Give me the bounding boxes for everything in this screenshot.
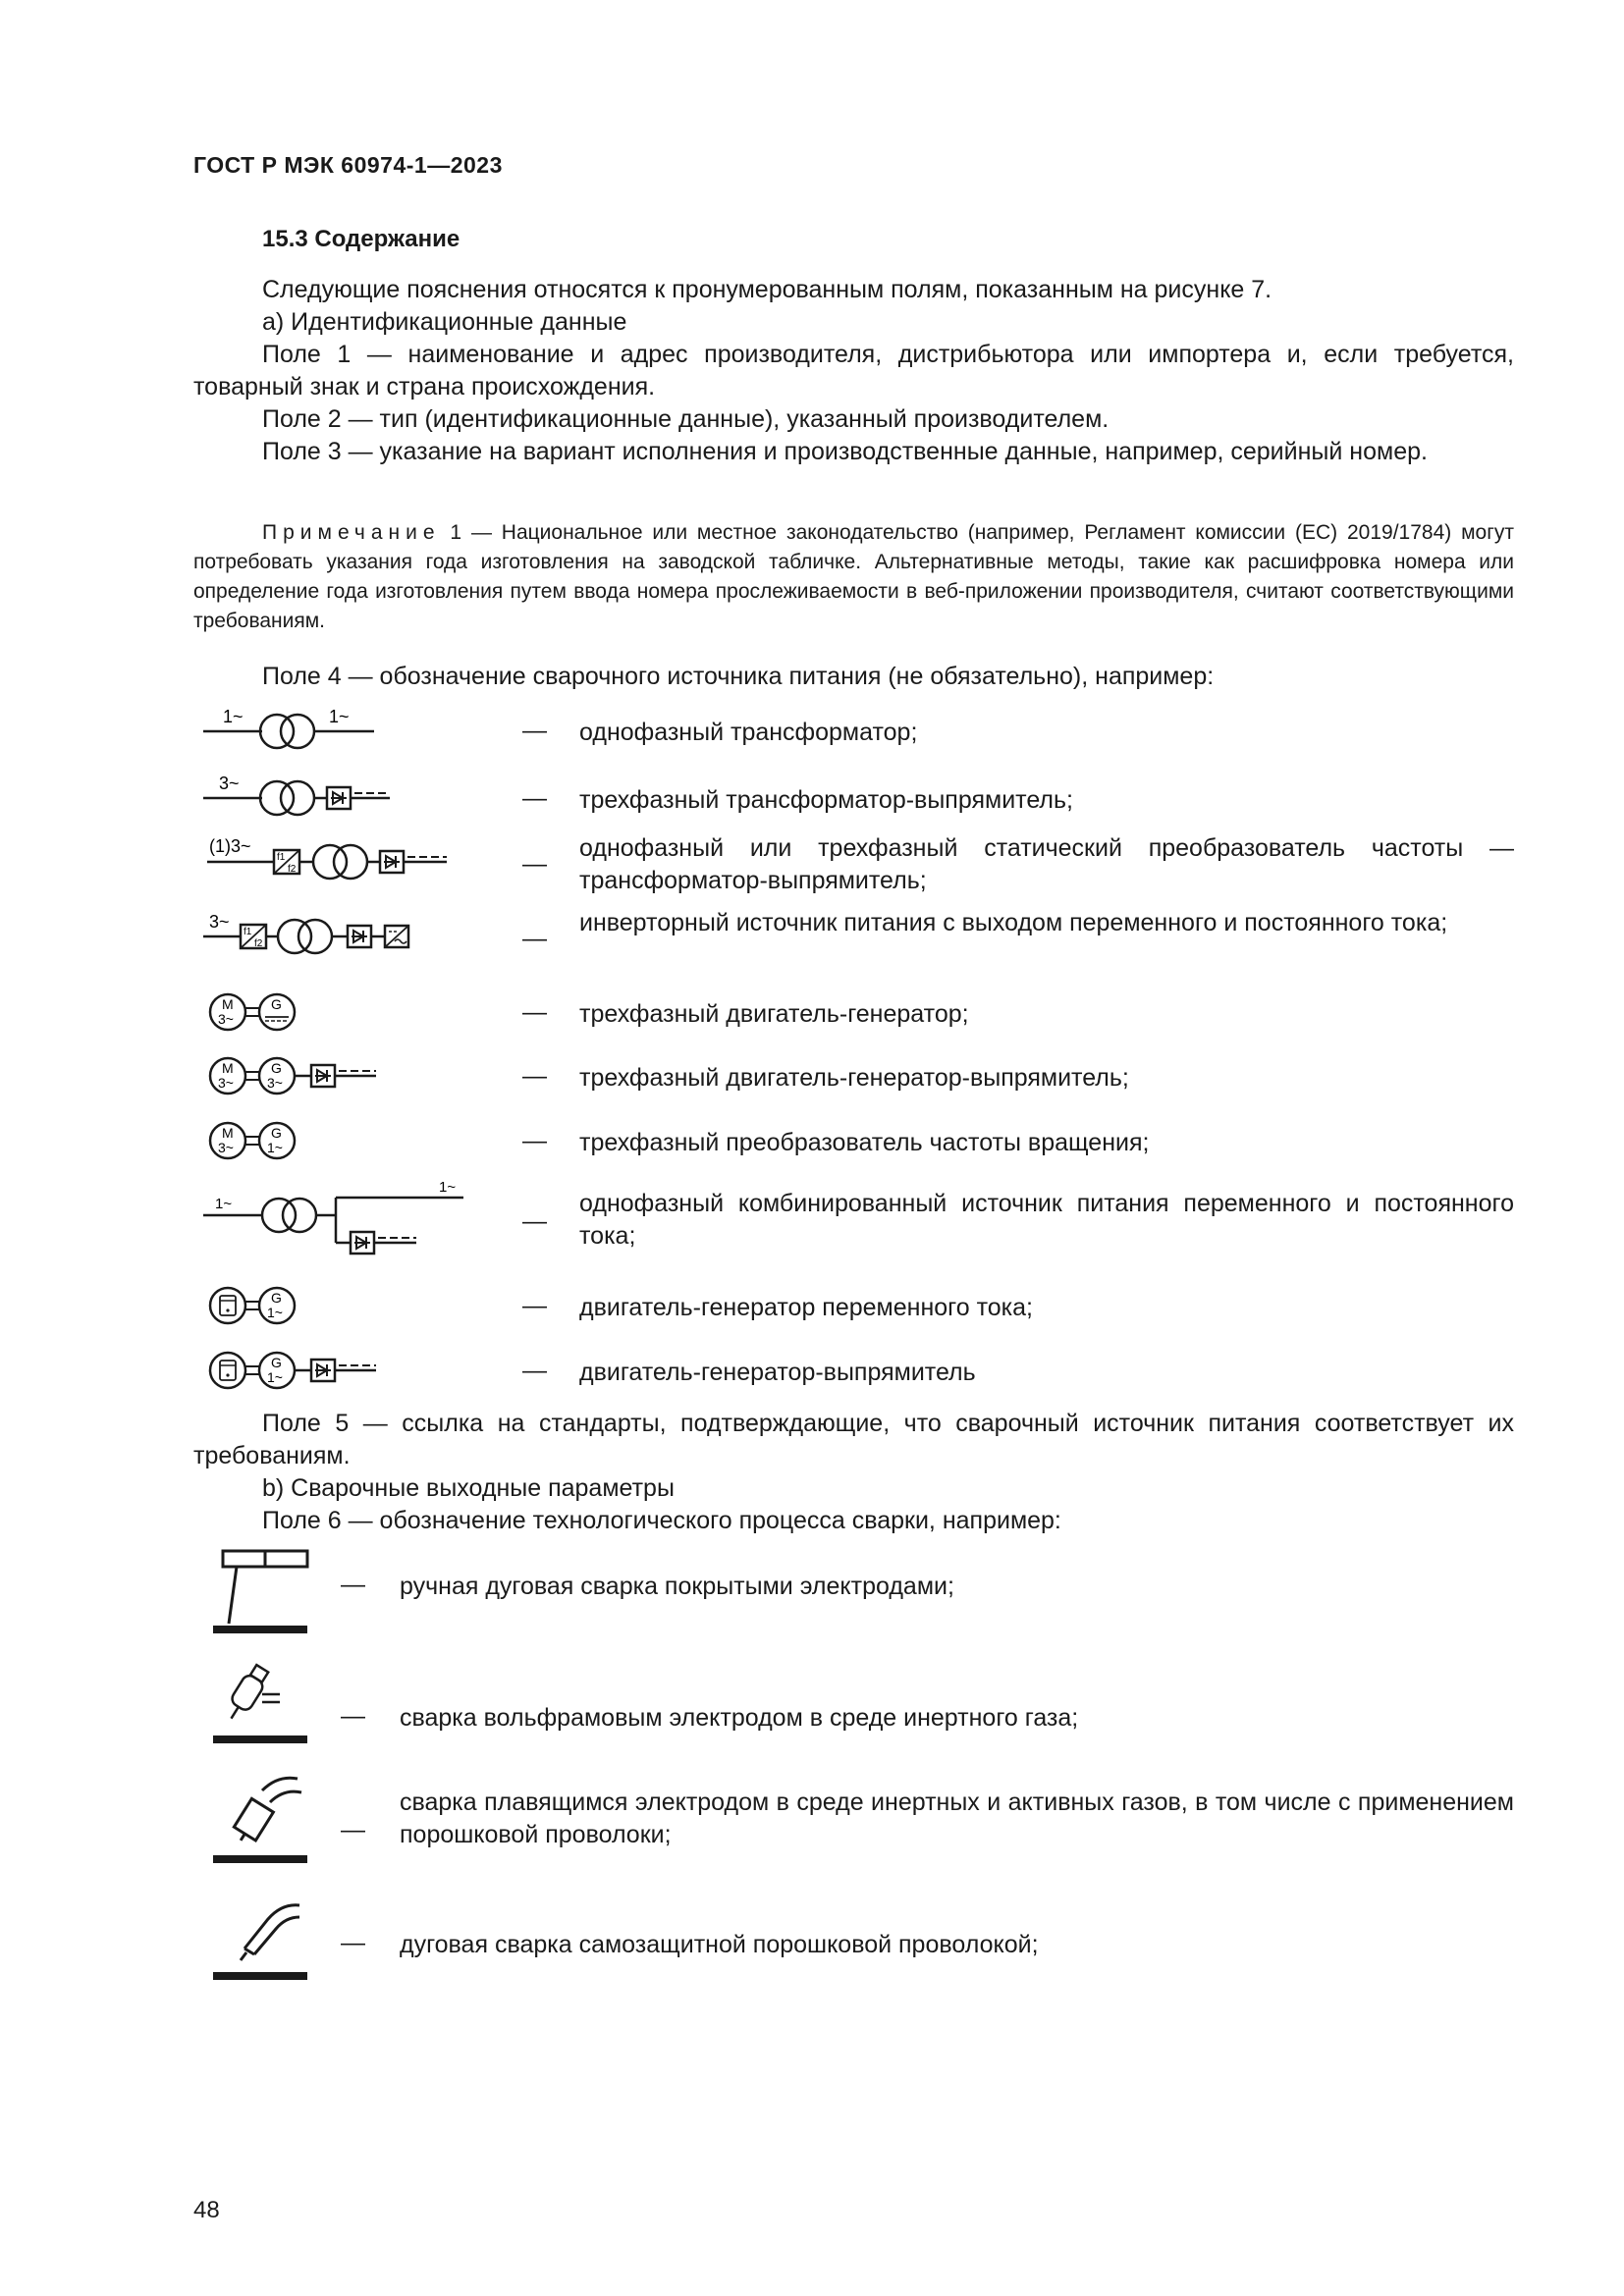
dash: — [522, 784, 547, 812]
symbol-description: трехфазный преобразователь частоты вращения; [579, 1129, 1150, 1156]
dash: — [341, 1816, 365, 1843]
symbol-label: 3~ [218, 1011, 234, 1027]
symbol-label: 3~ [218, 1075, 234, 1091]
tig-welding-icon [203, 1657, 321, 1755]
symbol-label: f2 [254, 938, 263, 949]
paragraph: Поле 3 — указание на вариант исполнения и производственные данные, например, серийный номер. [262, 438, 1428, 465]
paragraph: Следующие пояснения относятся к пронумерованным полям, показанным на рисунке 7. [262, 276, 1272, 303]
three-phase-transformer-rectifier-symbol [193, 769, 508, 828]
symbol-label: G [271, 1355, 282, 1370]
symbol-label: G [271, 1125, 282, 1141]
paragraph: Поле 5 — ссылка на стандарты, подтверждающие, что сварочный источник питания соответствует их требованиям. [193, 1410, 1514, 1469]
mig-mag-welding-icon [203, 1767, 321, 1875]
dash: — [522, 1292, 547, 1319]
note-text: 1 — Национальное или местное законодательство (например, Регламент комиссии (ЕС) 2019/1784) могут потребовать указания года изготовления на заводской табличке. Альтернативные методы, такие как расшифровка номера или определение года изготовления путем ввода номера прослеживаемости в веб-приложении производителя, считают соответствующими требованиям. [193, 521, 1514, 632]
process-description: сварка вольфрамовым электродом в среде инертного газа; [400, 1704, 1079, 1732]
intro-block [193, 274, 1514, 468]
symbol-row [193, 983, 1514, 1041]
inverter-power-source-symbol [193, 907, 508, 966]
dash: — [522, 1062, 547, 1090]
symbol-label: G [271, 1060, 282, 1076]
symbol-label: M [222, 1125, 234, 1141]
self-shielded-flux-cored-icon [203, 1890, 321, 1988]
symbol-label: M [222, 996, 234, 1012]
motor-generator-symbol [193, 983, 508, 1041]
symbol-row [193, 1046, 1514, 1105]
symbol-description: однофазный или трехфазный статический преобразователь частоты — трансформатор-выпрямитель; [579, 834, 1514, 894]
paragraph: Поле 2 — тип (идентификационные данные), указанный производителем. [262, 405, 1110, 433]
process-row [193, 1547, 1514, 1645]
dash: — [522, 1127, 547, 1154]
symbol-label: 3~ [218, 1140, 234, 1155]
symbol-label: G [271, 1290, 282, 1306]
symbol-description: трехфазный двигатель-генератор-выпрямитель; [579, 1064, 1129, 1092]
dash: — [341, 1929, 365, 1956]
symbol-label: 1~ [223, 707, 244, 726]
symbol-label: G [271, 996, 282, 1012]
motor-generator-rectifier-symbol [193, 1046, 508, 1105]
engine-generator-rectifier-symbol [193, 1341, 508, 1400]
symbol-row [193, 702, 1514, 761]
symbol-label: f1 [244, 927, 252, 937]
symbol-row [193, 1276, 1514, 1335]
engine-generator-ac-symbol [193, 1276, 508, 1335]
process-description: ручная дуговая сварка покрытыми электродами; [400, 1573, 954, 1600]
symbol-label: (1)3~ [209, 836, 251, 856]
symbol-label: 3~ [219, 774, 240, 793]
dash: — [522, 850, 547, 878]
symbol-row [193, 769, 1514, 828]
process-description: дуговая сварка самозащитной порошковой проволокой; [400, 1931, 1039, 1958]
symbol-label: 1~ [215, 1196, 233, 1212]
dash: — [522, 717, 547, 744]
page-number: 48 [193, 2197, 220, 2223]
symbol-label: 1~ [439, 1179, 457, 1196]
symbol-label: M [222, 1060, 234, 1076]
symbol-description: двигатель-генератор переменного тока; [579, 1294, 1033, 1321]
static-frequency-converter-symbol [193, 832, 508, 891]
symbol-label: 1~ [267, 1369, 283, 1385]
process-row [193, 1767, 1514, 1875]
symbol-description: трехфазный трансформатор-выпрямитель; [579, 786, 1073, 814]
symbol-label: 1~ [267, 1140, 283, 1155]
dash: — [522, 1357, 547, 1384]
symbol-row [193, 1111, 1514, 1170]
symbol-description: трехфазный двигатель-генератор; [579, 1000, 969, 1028]
dash: — [522, 998, 547, 1026]
paragraph: Поле 6 — обозначение технологического процесса сварки, например: [262, 1507, 1061, 1534]
symbol-row [193, 1176, 1514, 1264]
process-description: сварка плавящимся электродом в среде инертных и активных газов, в том числе с применением порошковой проволоки; [400, 1789, 1514, 1848]
symbol-description: двигатель-генератор-выпрямитель [579, 1359, 976, 1386]
symbol-label: f2 [288, 864, 297, 875]
paragraph: Поле 1 — наименование и адрес производителя, дистрибьютора или импортера и, если требуется, товарный знак и страна происхождения. [193, 341, 1514, 400]
symbol-row [193, 907, 1514, 966]
symbol-row [193, 1341, 1514, 1400]
symbol-description: инверторный источник питания с выходом переменного и постоянного тока; [579, 909, 1448, 936]
symbol-label: f1 [277, 852, 286, 863]
subsection-label: b) Сварочные выходные параметры [262, 1474, 675, 1502]
symbol-label: 3~ [267, 1075, 283, 1091]
mma-welding-icon [203, 1547, 321, 1645]
subsection-label: а) Идентификационные данные [262, 308, 627, 336]
note [193, 518, 1514, 636]
dash: — [522, 1207, 547, 1235]
symbol-description: однофазный комбинированный источник питания переменного и постоянного тока; [579, 1190, 1514, 1250]
symbol-label: 1~ [329, 707, 350, 726]
dash: — [522, 925, 547, 952]
combined-ac-dc-source-symbol [193, 1176, 508, 1264]
symbol-description: однофазный трансформатор; [579, 719, 918, 746]
dash: — [341, 1571, 365, 1598]
note-label: Примечание [262, 521, 441, 544]
after-block [193, 1408, 1514, 1537]
document-header: ГОСТ Р МЭК 60974-1—2023 [193, 152, 503, 178]
symbol-row [193, 832, 1514, 894]
single-phase-transformer-symbol [193, 702, 508, 761]
symbol-label: 1~ [267, 1305, 283, 1320]
field4-intro: Поле 4 — обозначение сварочного источника питания (не обязательно), например: [262, 663, 1215, 690]
process-row [193, 1657, 1514, 1755]
rotating-frequency-converter-symbol [193, 1111, 508, 1170]
section-title: 15.3 Содержание [262, 226, 460, 252]
dash: — [341, 1702, 365, 1730]
process-row [193, 1890, 1514, 1988]
symbol-label: 3~ [209, 912, 230, 932]
